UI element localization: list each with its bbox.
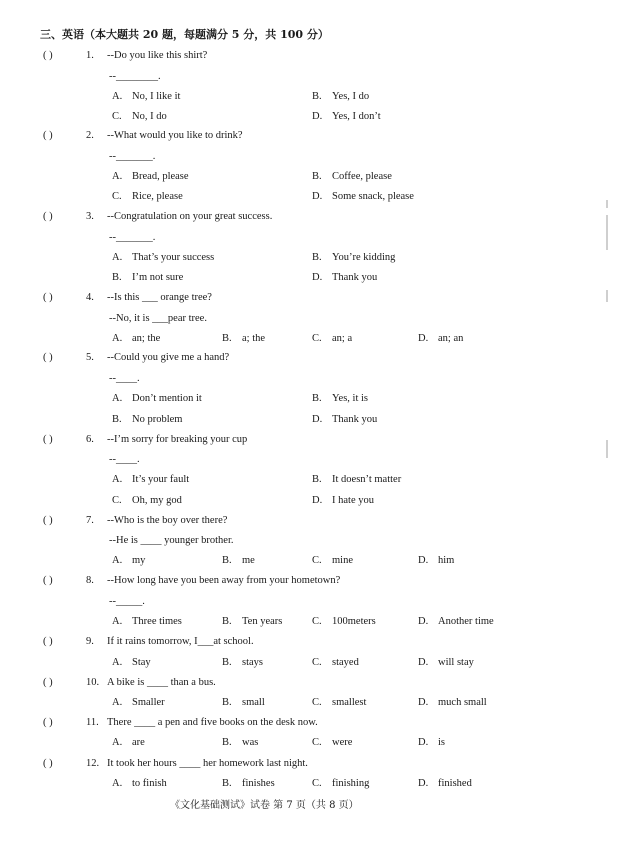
option-text: Three times — [132, 616, 182, 627]
option-letter: A. — [112, 616, 123, 627]
option-letter: A. — [112, 171, 123, 182]
option-letter: A. — [112, 333, 123, 344]
option-text: is — [438, 737, 446, 748]
option-text: Some snack, please — [332, 191, 414, 202]
option-letter: B. — [312, 171, 322, 182]
option-text: Another time — [438, 616, 494, 627]
question-text: --Do you like this shirt? — [107, 50, 208, 61]
answer-parentheses: ( ) — [43, 636, 53, 647]
option-text: him — [438, 555, 455, 566]
answer-parentheses: ( ) — [43, 292, 53, 303]
question-number: 3. — [86, 211, 94, 222]
option-letter: D. — [418, 697, 429, 708]
question-text-line: --_______. — [109, 232, 156, 243]
question-number: 10. — [86, 677, 100, 688]
option-letter: B. — [312, 91, 322, 102]
question-text: --Congratulation on your great success. — [107, 211, 273, 222]
option-letter: A. — [112, 778, 123, 789]
option-text: Yes, I do — [332, 91, 370, 102]
option-text: stayed — [332, 657, 359, 668]
option-text: an; the — [132, 333, 161, 344]
option-text: I’m not sure — [132, 272, 184, 283]
option-letter: B. — [222, 657, 232, 668]
question-text: --What would you like to drink? — [107, 130, 243, 141]
option-text: were — [332, 737, 353, 748]
option-text: No, I do — [132, 111, 167, 122]
option-text: It’s your fault — [132, 474, 190, 485]
option-text: You’re kidding — [332, 252, 396, 263]
question-text-line: --________. — [109, 71, 161, 82]
answer-parentheses: ( ) — [43, 758, 53, 769]
question-text: --Is this ___ orange tree? — [107, 292, 212, 303]
option-text: Thank you — [332, 414, 378, 425]
answer-parentheses: ( ) — [43, 717, 53, 728]
option-letter: B. — [112, 414, 122, 425]
option-text: an; an — [438, 333, 464, 344]
option-letter: B. — [312, 474, 322, 485]
answer-parentheses: ( ) — [43, 130, 53, 141]
question-number: 6. — [86, 434, 94, 445]
question-text-line: --No, it is ___pear tree. — [109, 313, 207, 324]
option-text: Stay — [132, 657, 151, 668]
option-text: It doesn’t matter — [332, 474, 402, 485]
question-text-line: --_____. — [109, 596, 145, 607]
option-letter: D. — [418, 555, 429, 566]
option-letter: C. — [112, 191, 122, 202]
option-letter: D. — [312, 414, 323, 425]
question-text-line: --_______. — [109, 151, 156, 162]
option-text: No, I like it — [132, 91, 181, 102]
question-number: 11. — [86, 717, 99, 728]
section-title: 三、英语（本大题共 20 题，每题满分 5 分，共 100 分） — [40, 28, 329, 41]
option-letter: C. — [312, 555, 322, 566]
scan-mark — [606, 200, 608, 208]
option-letter: C. — [112, 495, 122, 506]
question-text: --Who is the boy over there? — [107, 515, 228, 526]
option-letter: A. — [112, 737, 123, 748]
option-text: a; the — [242, 333, 266, 344]
question-number: 8. — [86, 575, 94, 586]
option-text: Smaller — [132, 697, 165, 708]
answer-parentheses: ( ) — [43, 434, 53, 445]
answer-parentheses: ( ) — [43, 211, 53, 222]
option-text: Oh, my god — [132, 495, 182, 506]
question-number: 12. — [86, 758, 100, 769]
question-text-line: --He is ____ younger brother. — [109, 535, 234, 546]
question-number: 7. — [86, 515, 94, 526]
option-text: finished — [438, 778, 472, 789]
option-letter: B. — [222, 555, 232, 566]
answer-parentheses: ( ) — [43, 575, 53, 586]
scan-mark — [606, 215, 608, 250]
option-letter: B. — [222, 697, 232, 708]
option-text: will stay — [438, 657, 474, 668]
option-text: Yes, I don’t — [332, 111, 381, 122]
option-text: my — [132, 555, 146, 566]
option-letter: B. — [112, 272, 122, 283]
question-number: 4. — [86, 292, 94, 303]
option-letter: A. — [112, 474, 123, 485]
question-text-line: --____. — [109, 373, 140, 384]
option-letter: D. — [312, 191, 323, 202]
option-letter: A. — [112, 252, 123, 263]
question-number: 9. — [86, 636, 94, 647]
option-letter: A. — [112, 555, 123, 566]
option-text: are — [132, 737, 145, 748]
option-text: Bread, please — [132, 171, 189, 182]
option-text: 100meters — [332, 616, 376, 627]
question-text: If it rains tomorrow, I___at school. — [107, 636, 254, 647]
option-letter: C. — [312, 333, 322, 344]
option-letter: B. — [222, 778, 232, 789]
option-letter: A. — [112, 393, 123, 404]
answer-parentheses: ( ) — [43, 515, 53, 526]
option-letter: B. — [222, 333, 232, 344]
page-footer: 《文化基础测试》试卷 第 7 页（共 8 页） — [170, 800, 359, 811]
question-number: 2. — [86, 130, 94, 141]
option-text: No problem — [132, 414, 183, 425]
option-text: stays — [242, 657, 263, 668]
option-letter: C. — [312, 616, 322, 627]
question-text: --I’m sorry for breaking your cup — [107, 434, 248, 445]
option-text: finishes — [242, 778, 275, 789]
option-letter: D. — [312, 111, 323, 122]
option-text: Yes, it is — [332, 393, 368, 404]
option-letter: C. — [312, 657, 322, 668]
option-letter: D. — [418, 778, 429, 789]
question-text: --How long have you been away from your hometown? — [107, 575, 341, 586]
answer-parentheses: ( ) — [43, 50, 53, 61]
scan-mark — [606, 290, 608, 302]
option-letter: D. — [418, 657, 429, 668]
option-text: That’s your success — [132, 252, 215, 263]
option-text: Ten years — [242, 616, 283, 627]
option-letter: A. — [112, 91, 123, 102]
option-letter: D. — [312, 495, 323, 506]
option-letter: A. — [112, 657, 123, 668]
option-letter: D. — [312, 272, 323, 283]
question-text: A bike is ____ than a bus. — [107, 677, 216, 688]
option-text: Thank you — [332, 272, 378, 283]
option-text: small — [242, 697, 265, 708]
answer-parentheses: ( ) — [43, 677, 53, 688]
option-text: smallest — [332, 697, 367, 708]
question-number: 5. — [86, 352, 94, 363]
option-text: I hate you — [332, 495, 374, 506]
answer-parentheses: ( ) — [43, 352, 53, 363]
option-letter: A. — [112, 697, 123, 708]
option-letter: B. — [312, 252, 322, 263]
question-text: It took her hours ____ her homework last night. — [107, 758, 308, 769]
option-letter: C. — [112, 111, 122, 122]
option-letter: C. — [312, 697, 322, 708]
option-text: finishing — [332, 778, 370, 789]
option-text: was — [242, 737, 259, 748]
option-letter: B. — [312, 393, 322, 404]
question-text: There ____ a pen and five books on the desk now. — [107, 717, 318, 728]
option-letter: D. — [418, 616, 429, 627]
option-text: to finish — [132, 778, 167, 789]
option-text: much small — [438, 697, 487, 708]
option-letter: D. — [418, 333, 429, 344]
option-text: an; a — [332, 333, 353, 344]
option-text: Don’t mention it — [132, 393, 202, 404]
option-text: Rice, please — [132, 191, 183, 202]
option-text: me — [242, 555, 255, 566]
option-letter: C. — [312, 778, 322, 789]
scan-mark — [606, 440, 608, 458]
question-text: --Could you give me a hand? — [107, 352, 230, 363]
option-text: mine — [332, 555, 353, 566]
option-letter: B. — [222, 616, 232, 627]
option-letter: D. — [418, 737, 429, 748]
question-text-line: --____. — [109, 454, 140, 465]
question-number: 1. — [86, 50, 94, 61]
option-letter: C. — [312, 737, 322, 748]
option-text: Coffee, please — [332, 171, 392, 182]
option-letter: B. — [222, 737, 232, 748]
